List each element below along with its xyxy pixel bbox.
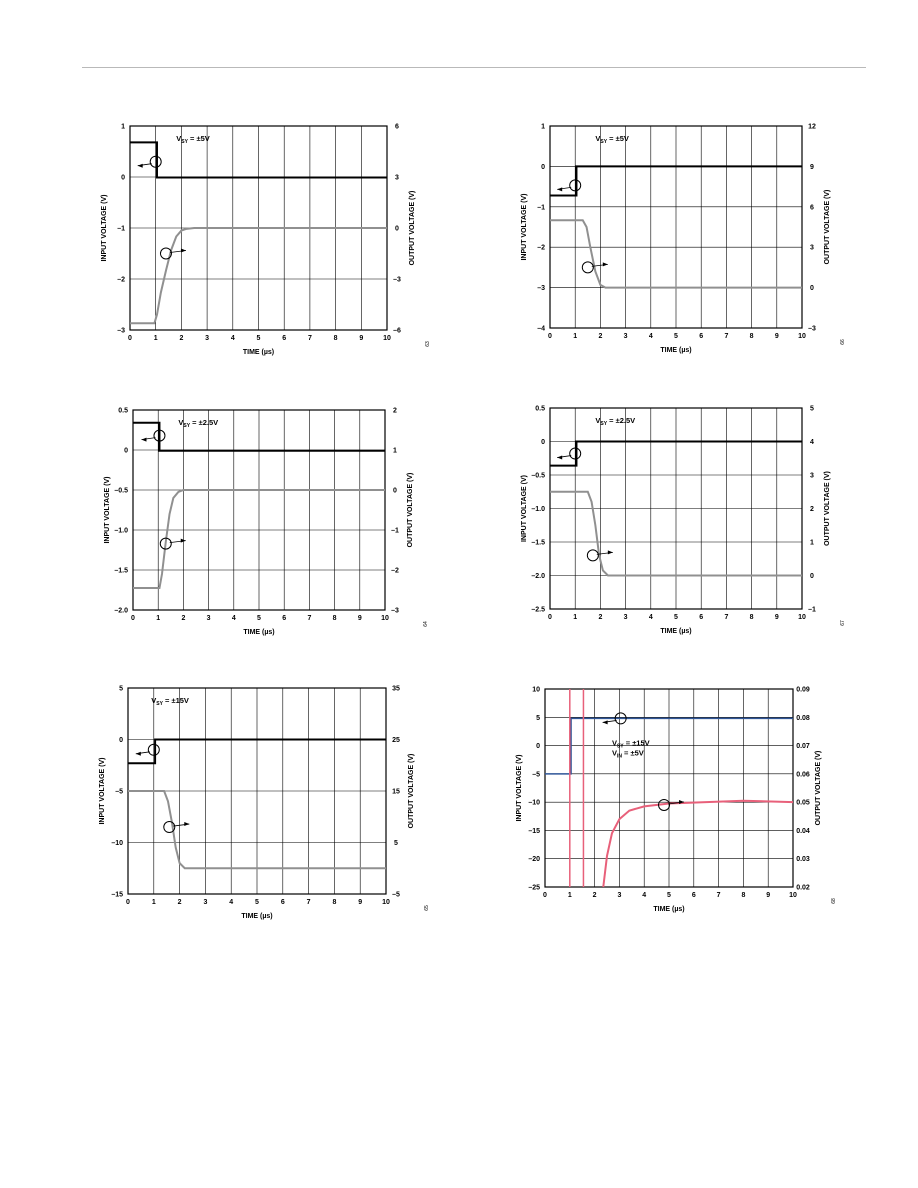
y-tick-label: 1 [121, 123, 125, 131]
figure-id: 66 [840, 339, 846, 345]
header-rule [82, 67, 866, 68]
x-tick-label: 3 [617, 892, 622, 899]
y2-tick-label: 0.08 [796, 714, 810, 722]
x-tick-label: 6 [280, 899, 285, 906]
x-tick-label: 7 [716, 892, 721, 899]
x-tick-label: 1 [573, 333, 578, 340]
x-tick-label: 2 [592, 892, 597, 899]
x-axis-label: TIME (µs) [660, 628, 692, 635]
y-axis-label: INPUT VOLTAGE (V) [521, 193, 528, 261]
y2-axis-label: OUTPUT VOLTAGE (V) [824, 471, 831, 546]
y2-tick-label: 6 [395, 123, 399, 131]
y2-tick-label: 0 [810, 285, 814, 293]
y-tick-label: 0 [541, 163, 545, 171]
grid [128, 688, 386, 894]
x-tick-label: 0 [543, 892, 547, 899]
y-tick-label: 0 [119, 737, 123, 744]
x-tick-label: 5 [674, 614, 678, 621]
y-tick-label: 0.5 [535, 405, 545, 413]
y-tick-label: 0 [541, 439, 545, 446]
supply-annotation: $V_{SY} = \pm 5V$ [595, 134, 629, 146]
y-tick-label: –10 [528, 799, 540, 807]
y2-tick-label: 15 [392, 788, 400, 796]
y-tick-label: –25 [528, 884, 540, 892]
y2-tick-label: 0 [810, 573, 814, 580]
axis-marker-1 [141, 430, 165, 442]
grid [550, 126, 802, 328]
x-tick-label: 1 [151, 899, 156, 906]
y2-tick-label: 0.03 [796, 856, 810, 864]
x-tick-label: 5 [257, 615, 261, 622]
axis-marker-2 [160, 538, 186, 549]
x-tick-label: 10 [383, 335, 391, 342]
supply-annotation: $V_{SY} = \pm 15V$ [611, 738, 650, 750]
y2-tick-label: 9 [810, 163, 814, 171]
figure-id: 65 [424, 905, 430, 911]
supply-annotation: $V_{SY} = \pm 2.5V$ [178, 418, 219, 429]
y-tick-label: –1.5 [114, 567, 128, 575]
y-tick-label: –3 [537, 285, 545, 293]
y2-tick-label: 0.06 [796, 771, 810, 779]
y-tick-label: 5 [119, 685, 123, 693]
y-tick-label: –2.0 [531, 573, 545, 580]
y2-tick-label: 0.02 [796, 884, 810, 892]
x-tick-label: 9 [357, 615, 362, 622]
x-tick-label: 6 [699, 614, 704, 621]
x-tick-label: 2 [179, 335, 184, 342]
y-tick-label: –0.5 [114, 487, 128, 495]
x-tick-label: 6 [282, 335, 287, 342]
x-tick-label: 2 [177, 899, 182, 906]
y-tick-label: 0.5 [118, 407, 128, 415]
x-tick-label: 5 [667, 892, 671, 899]
y2-axis-label: OUTPUT VOLTAGE (V) [407, 472, 414, 548]
x-tick-label: 5 [256, 335, 261, 342]
y2-tick-label: 0 [395, 225, 399, 233]
y2-axis-label: OUTPUT VOLTAGE (V) [824, 189, 831, 265]
supply-annotation: $V_{SY} = \pm 5V$ [176, 134, 210, 146]
x-tick-label: 7 [307, 335, 312, 342]
y-tick-label: –15 [528, 827, 540, 835]
x-axis-label: TIME (µs) [242, 349, 275, 356]
x-tick-label: 4 [648, 614, 653, 621]
x-tick-label: 7 [307, 615, 312, 622]
y2-tick-label: –3 [808, 325, 816, 333]
x-tick-label: 8 [333, 335, 338, 342]
supply-annotation: $V_{SY} = \pm 2.5V$ [595, 416, 636, 428]
x-axis-label: TIME (µs) [653, 906, 685, 913]
y2-tick-label: –6 [393, 327, 401, 335]
y2-tick-label: –1 [391, 527, 399, 535]
grid [550, 408, 802, 609]
x-tick-label: 2 [598, 333, 603, 340]
y2-tick-label: 5 [394, 840, 398, 847]
y2-tick-label: –2 [391, 567, 399, 575]
y2-tick-label: –1 [808, 606, 816, 614]
y2-tick-label: 3 [810, 244, 814, 252]
y-tick-label: –2.0 [114, 607, 128, 615]
x-tick-label: 8 [749, 614, 754, 621]
y-tick-label: –2 [117, 276, 125, 284]
x-tick-label: 9 [358, 899, 363, 906]
y-tick-label: –1.5 [531, 539, 545, 547]
chart-svg [510, 118, 860, 378]
y-tick-label: –20 [528, 856, 540, 864]
y-tick-label: 0 [121, 174, 125, 182]
y2-tick-label: 3 [810, 472, 814, 480]
chart-svg [510, 681, 860, 923]
figure-id: 68 [831, 898, 837, 904]
y2-tick-label: 1 [393, 447, 397, 455]
y-tick-label: –2.5 [531, 606, 545, 614]
x-tick-label: 4 [230, 335, 235, 342]
chart-6 [510, 681, 860, 923]
figure-id: 63 [425, 341, 431, 347]
y-tick-label: 5 [536, 714, 540, 722]
y2-axis-label: OUTPUT VOLTAGE (V) [815, 750, 822, 826]
y2-tick-label: 2 [393, 407, 397, 415]
x-tick-label: 7 [724, 614, 729, 621]
figure-id: 67 [840, 620, 846, 626]
x-tick-label: 3 [206, 615, 211, 622]
chart-1 [95, 118, 445, 378]
chart-svg [98, 680, 448, 930]
x-tick-label: 9 [359, 335, 364, 342]
x-tick-label: 10 [382, 899, 390, 906]
x-tick-label: 4 [642, 892, 647, 899]
axis-marker-2 [160, 248, 186, 259]
x-tick-label: 8 [332, 899, 337, 906]
y-tick-label: 1 [541, 123, 545, 131]
x-tick-label: 9 [774, 614, 779, 621]
x-tick-label: 2 [181, 615, 186, 622]
x-tick-label: 10 [789, 892, 797, 899]
x-tick-label: 0 [128, 335, 132, 342]
x-tick-label: 7 [724, 333, 729, 340]
x-tick-label: 8 [749, 333, 754, 340]
x-tick-label: 3 [203, 899, 208, 906]
x-tick-label: 0 [126, 899, 130, 906]
y2-tick-label: 35 [392, 685, 400, 693]
x-tick-label: 4 [648, 333, 653, 340]
y-tick-label: –10 [111, 840, 123, 847]
y-tick-label: –4 [537, 325, 545, 333]
chart-svg [512, 398, 862, 656]
x-tick-label: 8 [741, 892, 746, 899]
x-tick-label: 6 [691, 892, 696, 899]
y-tick-label: –2 [537, 244, 545, 252]
y-tick-label: –1 [117, 225, 125, 233]
y-tick-label: 10 [532, 686, 540, 694]
x-tick-label: 3 [623, 333, 628, 340]
y2-tick-label: 25 [392, 737, 400, 744]
x-tick-label: 1 [573, 614, 578, 621]
x-tick-label: 0 [548, 614, 552, 621]
y2-tick-label: 0.09 [796, 686, 810, 694]
y2-tick-label: 5 [810, 405, 814, 413]
y-axis-label: INPUT VOLTAGE (V) [104, 476, 111, 544]
figure-id: 64 [423, 621, 429, 627]
x-tick-label: 10 [798, 333, 806, 340]
series-line-4 [603, 801, 793, 887]
x-tick-label: 3 [205, 335, 210, 342]
chart-svg [98, 402, 448, 654]
chart-2 [510, 118, 860, 378]
y2-tick-label: 4 [810, 439, 814, 446]
y2-tick-label: 0 [393, 487, 397, 495]
x-tick-label: 1 [153, 335, 158, 342]
y-tick-label: –3 [117, 327, 125, 335]
y-axis-label: INPUT VOLTAGE (V) [516, 754, 523, 822]
y-tick-label: –5 [532, 771, 540, 779]
y2-axis-label: OUTPUT VOLTAGE (V) [409, 190, 416, 266]
y2-tick-label: 0.04 [796, 827, 810, 835]
x-tick-label: 5 [255, 899, 259, 906]
x-tick-label: 6 [699, 333, 704, 340]
x-tick-label: 2 [598, 614, 603, 621]
chart-svg [95, 118, 445, 378]
x-tick-label: 10 [381, 615, 389, 622]
axis-marker-2 [164, 822, 190, 833]
y-tick-label: –5 [115, 788, 123, 796]
input-annotation: $V_{IN} = \pm 5V$ [611, 748, 644, 760]
x-tick-label: 0 [131, 615, 135, 622]
y2-tick-label: 12 [808, 123, 816, 131]
x-tick-label: 8 [332, 615, 337, 622]
y-axis-label: INPUT VOLTAGE (V) [101, 194, 108, 262]
y2-tick-label: –5 [392, 891, 400, 899]
y-tick-label: –1 [537, 204, 545, 212]
y2-tick-label: 2 [810, 506, 814, 513]
x-tick-label: 0 [548, 333, 552, 340]
y2-tick-label: 0.07 [796, 743, 810, 751]
y2-tick-label: –3 [393, 276, 401, 284]
x-tick-label: 3 [623, 614, 628, 621]
x-tick-label: 7 [306, 899, 311, 906]
y-tick-label: 0 [124, 447, 128, 455]
y2-axis-label: OUTPUT VOLTAGE (V) [408, 753, 415, 829]
y-tick-label: –15 [111, 891, 123, 899]
y2-tick-label: 6 [810, 204, 814, 212]
chart-4 [512, 398, 862, 656]
x-tick-label: 4 [229, 899, 234, 906]
y-tick-label: –0.5 [531, 472, 545, 480]
supply-annotation: $V_{SY} = \pm 15V$ [151, 696, 189, 708]
y2-tick-label: 0.05 [796, 799, 810, 807]
y-axis-label: INPUT VOLTAGE (V) [99, 757, 106, 825]
y2-tick-label: –3 [391, 607, 399, 615]
x-tick-label: 9 [766, 892, 771, 899]
y-axis-label: INPUT VOLTAGE (V) [521, 474, 528, 543]
chart-3 [98, 402, 448, 654]
y2-tick-label: 3 [395, 174, 399, 182]
x-axis-label: TIME (µs) [660, 347, 692, 354]
x-tick-label: 1 [156, 615, 161, 622]
x-axis-label: TIME (µs) [241, 913, 273, 920]
y-tick-label: –1.0 [114, 527, 128, 535]
y2-tick-label: 1 [810, 539, 814, 547]
x-tick-label: 1 [567, 892, 572, 899]
x-axis-label: TIME (µs) [243, 629, 275, 636]
chart-5 [98, 680, 448, 930]
y-tick-label: –1.0 [531, 506, 545, 513]
x-tick-label: 9 [774, 333, 779, 340]
x-tick-label: 4 [231, 615, 236, 622]
y-tick-label: 0 [536, 743, 540, 751]
x-tick-label: 10 [798, 614, 806, 621]
x-tick-label: 5 [674, 333, 678, 340]
x-tick-label: 6 [282, 615, 287, 622]
